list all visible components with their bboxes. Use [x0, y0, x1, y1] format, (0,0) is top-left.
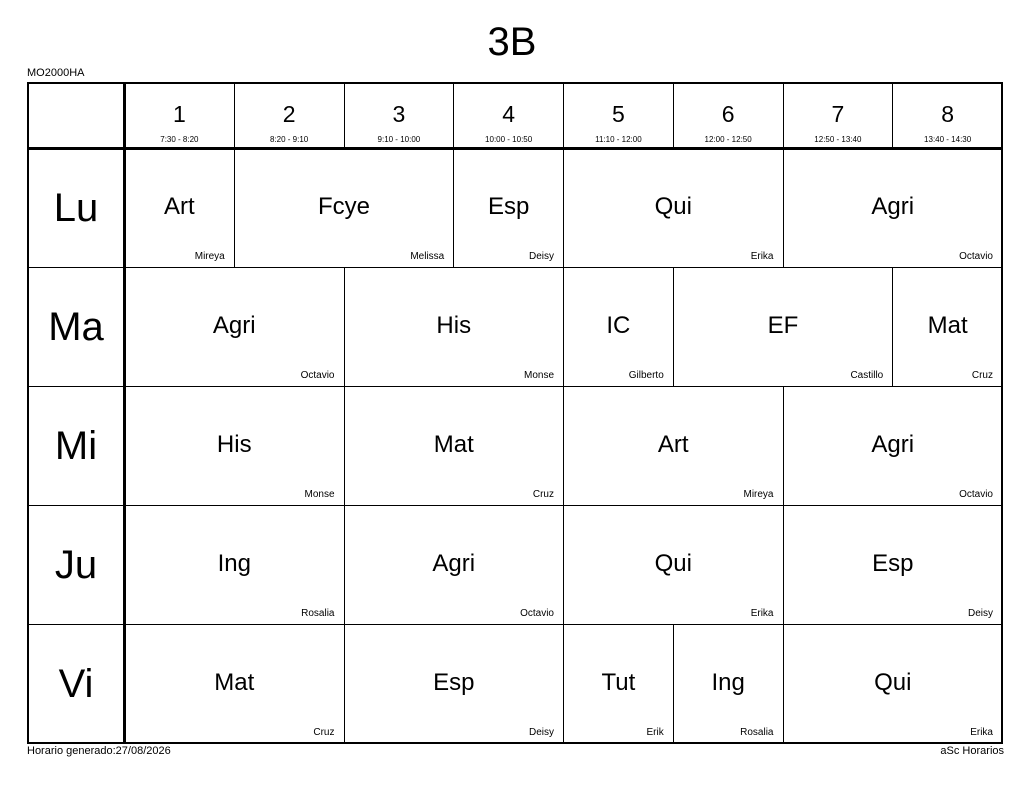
lesson-teacher: Monse: [304, 489, 335, 500]
day-label: Ma: [48, 304, 104, 349]
lesson-cell: [344, 624, 565, 744]
period-header: [892, 82, 1003, 149]
period-number: 2: [282, 101, 296, 127]
lesson-subject: Agri: [871, 193, 915, 220]
period-time: 12:50 - 13:40: [814, 135, 862, 144]
period-number: 6: [721, 101, 735, 127]
lesson-teacher: Melissa: [410, 251, 445, 262]
lesson-subject: Art: [657, 431, 689, 458]
page-title: 3B: [487, 20, 537, 64]
lesson-teacher: Erika: [750, 608, 774, 619]
lesson-subject: Qui: [874, 669, 912, 696]
day-label: Vi: [58, 661, 94, 706]
period-header: [453, 82, 564, 149]
lesson-subject: Ing: [711, 669, 745, 696]
generated-date: Horario generado:27/08/2026: [27, 745, 171, 757]
lesson-cell: [563, 505, 784, 625]
day-cell: [27, 148, 125, 268]
period-number: 7: [831, 101, 845, 127]
lesson-subject: Qui: [654, 193, 692, 220]
lesson-subject: Mat: [214, 669, 255, 696]
lesson-cell: [124, 505, 345, 625]
lesson-subject: Agri: [212, 312, 256, 339]
lesson-subject: Agri: [871, 431, 915, 458]
lesson-teacher: Deisy: [967, 608, 993, 619]
lesson-teacher: Cruz: [971, 370, 993, 381]
lesson-subject: His: [216, 431, 252, 458]
lesson-cell: [673, 267, 894, 387]
lesson-cell: [124, 267, 345, 387]
period-number: 5: [611, 101, 625, 127]
lesson-teacher: Castillo: [850, 370, 884, 381]
lesson-cell: [673, 624, 784, 744]
lesson-teacher: Deisy: [528, 251, 554, 262]
day-cell: [27, 386, 125, 506]
lesson-cell: [344, 505, 565, 625]
period-header: [344, 82, 455, 149]
lesson-teacher: Erika: [970, 727, 993, 738]
lesson-subject: IC: [606, 312, 631, 339]
lesson-cell: [563, 624, 674, 744]
period-number: 8: [941, 101, 955, 127]
lesson-cell: [783, 505, 1004, 625]
lesson-subject: Fcye: [317, 193, 370, 220]
period-number: 1: [172, 101, 186, 127]
lesson-teacher: Cruz: [532, 489, 554, 500]
lesson-subject: Esp: [487, 193, 530, 220]
lesson-teacher: Cruz: [313, 727, 335, 738]
period-time: 11:10 - 12:00: [595, 135, 642, 144]
lesson-subject: EF: [767, 312, 799, 339]
lesson-subject: Tut: [601, 669, 636, 696]
lesson-teacher: Rosalia: [740, 727, 774, 738]
lesson-subject: Ing: [217, 550, 251, 577]
lesson-teacher: Octavio: [959, 489, 993, 500]
lesson-cell: [124, 624, 345, 744]
period-header: [234, 82, 345, 149]
lesson-cell: [453, 148, 564, 268]
period-header: [124, 82, 235, 149]
lesson-teacher: Octavio: [959, 251, 993, 262]
lesson-cell: [344, 386, 565, 506]
day-cell: [27, 505, 125, 625]
lesson-subject: Mat: [927, 312, 968, 339]
lesson-teacher: Deisy: [528, 727, 554, 738]
period-time: 12:00 - 12:50: [704, 135, 752, 144]
lesson-cell: [783, 148, 1004, 268]
period-header: [783, 82, 894, 149]
lesson-cell: [344, 267, 565, 387]
lesson-teacher: Octavio: [300, 370, 335, 381]
lesson-subject: His: [436, 312, 472, 339]
lesson-cell: [892, 267, 1003, 387]
school-code: MO2000HA: [27, 67, 85, 79]
period-number: 3: [392, 101, 406, 127]
lesson-teacher: Rosalia: [301, 608, 335, 619]
lesson-subject: Art: [164, 193, 195, 220]
period-number: 4: [502, 101, 516, 127]
period-time: 7:30 - 8:20: [160, 135, 199, 144]
period-time: 13:40 - 14:30: [924, 135, 972, 144]
period-header: [563, 82, 674, 149]
lesson-cell: [783, 624, 1004, 744]
period-time: 10:00 - 10:50: [485, 135, 533, 144]
lesson-teacher: Erika: [750, 251, 774, 262]
lesson-teacher: Gilberto: [628, 370, 664, 381]
lesson-cell: [563, 386, 784, 506]
period-time: 8:20 - 9:10: [270, 135, 309, 144]
lesson-cell: [563, 267, 674, 387]
lesson-cell: [563, 148, 784, 268]
lesson-subject: Esp: [872, 550, 914, 577]
period-time: 9:10 - 10:00: [377, 135, 421, 144]
day-cell: [27, 267, 125, 387]
period-header: [673, 82, 784, 149]
lesson-teacher: Mireya: [194, 251, 225, 262]
corner-cell: [27, 82, 125, 149]
lesson-cell: [124, 148, 235, 268]
lesson-teacher: Octavio: [520, 608, 554, 619]
day-label: Ju: [54, 542, 98, 587]
lesson-cell: [234, 148, 455, 268]
lesson-cell: [124, 386, 345, 506]
lesson-teacher: Erik: [646, 727, 664, 738]
day-label: Mi: [54, 423, 98, 468]
lesson-cell: [783, 386, 1004, 506]
lesson-subject: Agri: [432, 550, 476, 577]
lesson-teacher: Monse: [523, 370, 554, 381]
lesson-subject: Qui: [654, 550, 692, 577]
lesson-subject: Esp: [433, 669, 475, 696]
lesson-teacher: Mireya: [743, 489, 774, 500]
day-label: Lu: [53, 185, 99, 230]
software-credit: aSc Horarios: [940, 745, 1004, 757]
lesson-subject: Mat: [433, 431, 474, 458]
day-cell: [27, 624, 125, 744]
